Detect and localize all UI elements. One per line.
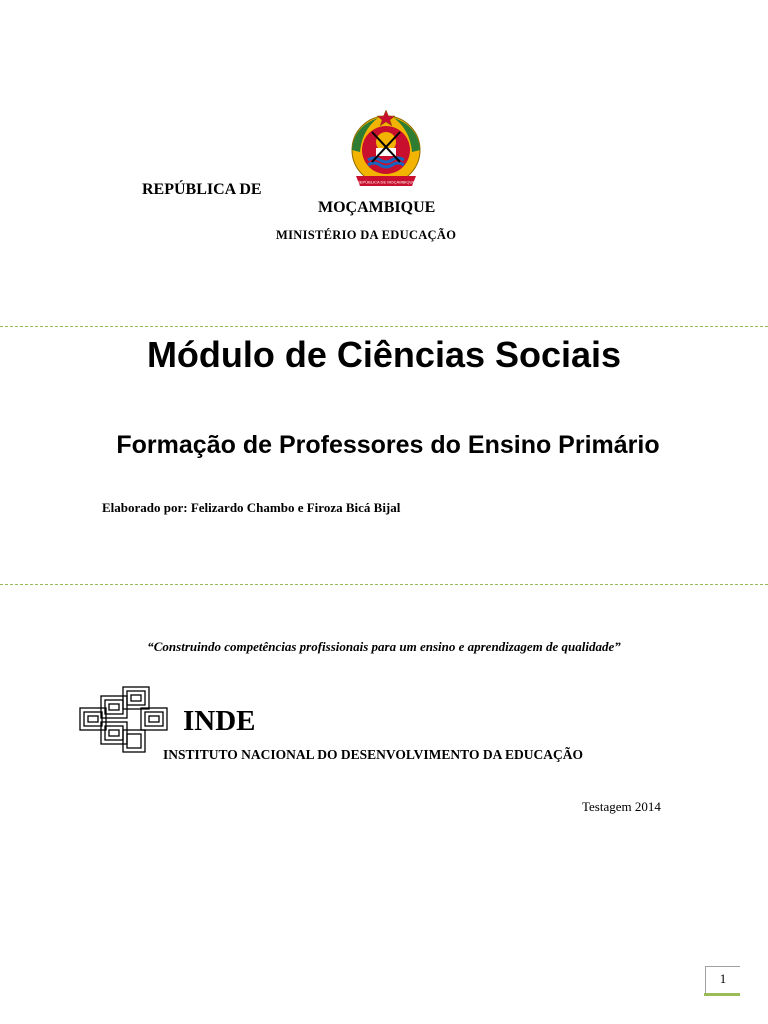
testagem-year: Testagem 2014 bbox=[582, 799, 661, 814]
divider-bottom bbox=[0, 584, 768, 585]
republic-line-1: REPÚBLICA DE bbox=[142, 181, 262, 198]
page-number-underline bbox=[704, 993, 740, 996]
emblem-banner-text: REPÚBLICA DE MOÇAMBIQUE bbox=[356, 179, 416, 185]
mozambique-coat-of-arms-icon bbox=[338, 108, 434, 190]
republic-line-2: MOÇAMBIQUE bbox=[318, 199, 436, 216]
page-number: 1 bbox=[705, 966, 740, 993]
motto-quote: “Construindo competências profissionais para um ensino e aprendizagem de qualidade” bbox=[147, 639, 621, 654]
authors-line: Elaborado por: Felizardo Chambo e Firoza Bicá Bijal bbox=[102, 500, 401, 515]
document-title: Módulo de Ciências Sociais bbox=[146, 334, 622, 375]
inde-logo-icon bbox=[79, 686, 171, 754]
document-subtitle: Formação de Professores do Ensino Primário bbox=[116, 431, 660, 459]
divider-top bbox=[0, 326, 768, 327]
inde-abbreviation: INDE bbox=[183, 705, 256, 737]
ministry-name: MINISTÉRIO DA EDUCAÇÃO bbox=[276, 228, 457, 242]
inde-full-name: INSTITUTO NACIONAL DO DESENVOLVIMENTO DA EDUCAÇÃO bbox=[163, 747, 583, 762]
